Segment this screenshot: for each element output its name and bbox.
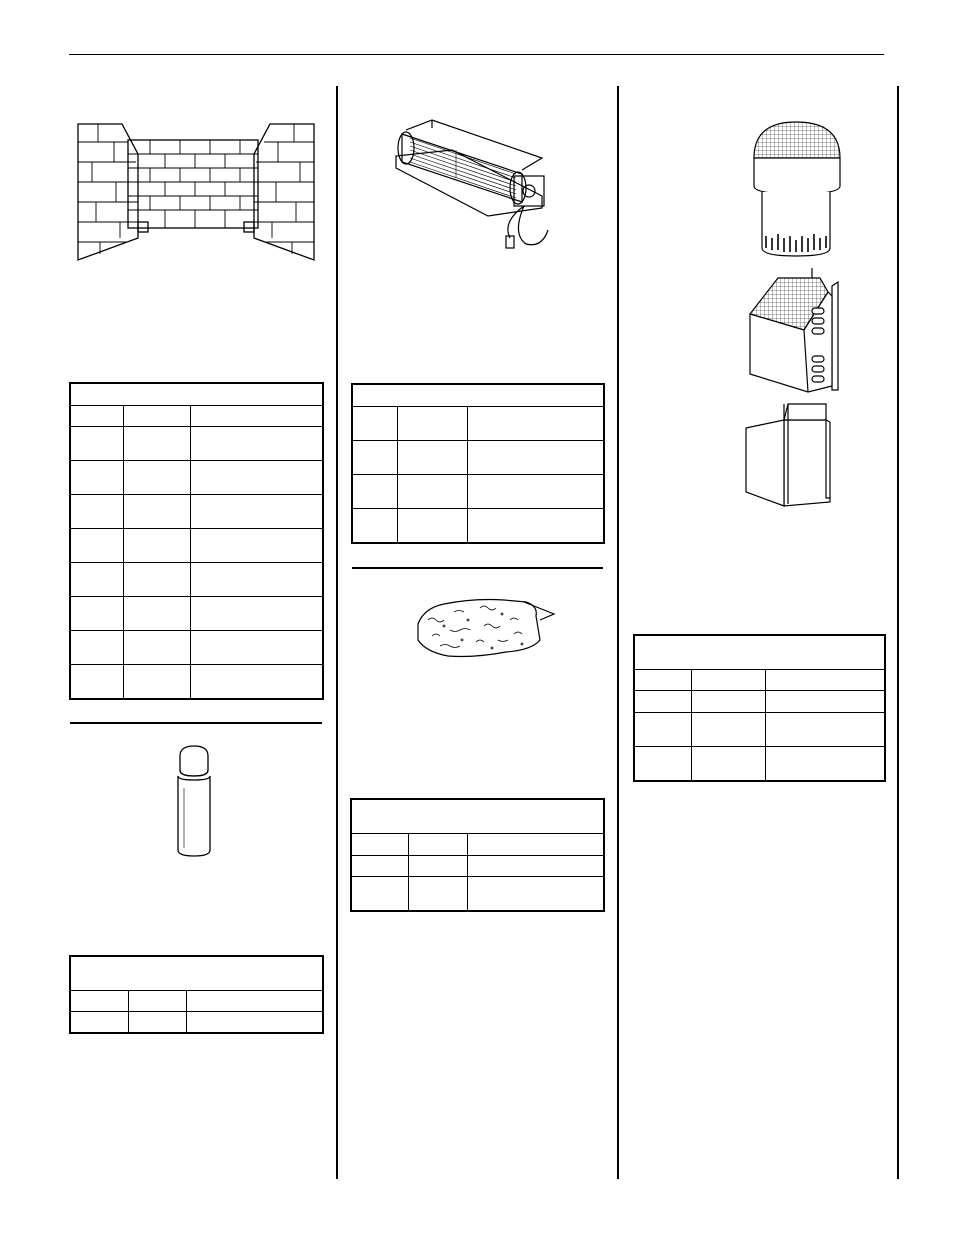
table-title-row (353, 385, 604, 407)
table-row (635, 691, 885, 713)
embers-table (351, 799, 604, 911)
table-row (353, 475, 604, 509)
table-row (71, 563, 323, 597)
table-row (635, 713, 885, 747)
ember-material-icon (414, 590, 558, 662)
top-rule (69, 54, 884, 55)
paint-table (70, 956, 323, 1033)
table-row (635, 747, 885, 781)
table-row (71, 529, 323, 563)
column-divider-right (617, 86, 619, 1179)
brick-liner-table (70, 383, 323, 699)
table-header-row (353, 407, 604, 441)
table-header-row (635, 670, 885, 691)
section-rule (70, 722, 322, 724)
table-row (71, 1012, 323, 1033)
table-row (71, 461, 323, 495)
table-row (352, 856, 604, 877)
table-header-row (71, 991, 323, 1012)
vent-shield-icon (744, 402, 836, 510)
column-divider-left (336, 86, 338, 1179)
table-row (71, 665, 323, 699)
square-vent-cap-icon (748, 266, 842, 396)
table-title-row (71, 957, 323, 991)
section-rule (352, 567, 603, 569)
table-row (352, 877, 604, 911)
table-row (71, 631, 323, 665)
table-row (353, 441, 604, 475)
brick-liner-icon (70, 118, 322, 266)
page-right-rule (897, 86, 899, 1179)
table-row (353, 509, 604, 543)
table-row (71, 427, 323, 461)
table-title-row (352, 800, 604, 834)
table-header-row (352, 834, 604, 856)
vent-caps-table (634, 635, 885, 781)
table-title-row (635, 636, 885, 670)
table-header-row (71, 406, 323, 427)
touch-up-paint-bottle-icon (170, 740, 218, 860)
round-vent-cap-icon (750, 114, 844, 258)
table-title-row (71, 384, 323, 406)
blower-fan-icon (392, 104, 560, 254)
table-row (71, 597, 323, 631)
blower-table (352, 384, 604, 543)
table-row (71, 495, 323, 529)
